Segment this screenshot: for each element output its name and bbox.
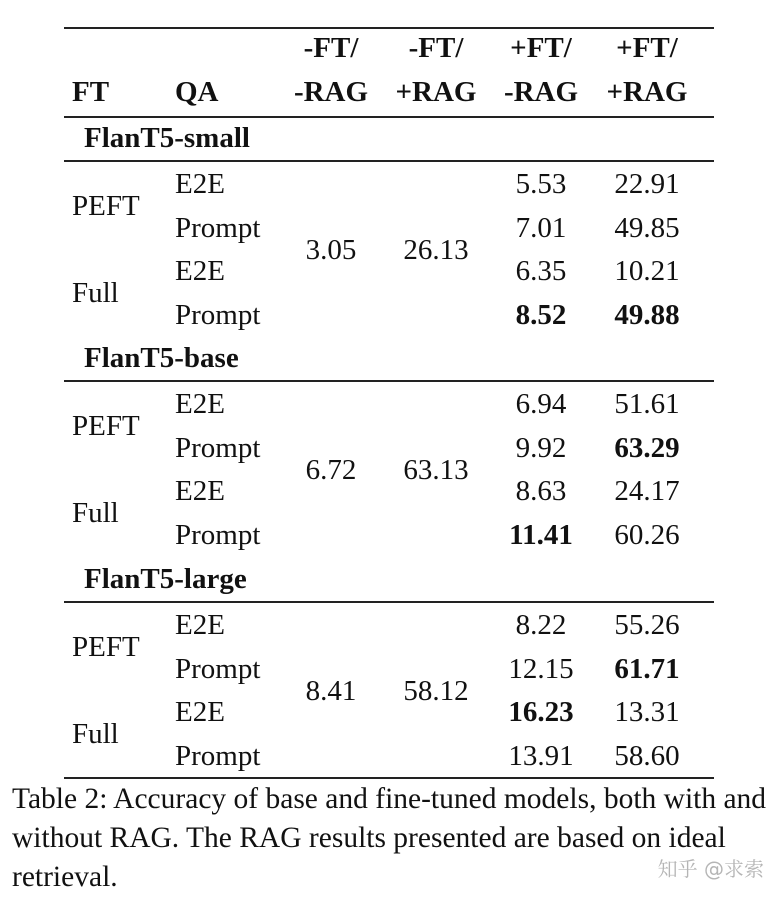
ft-rag-value: 24.17 [614,475,680,508]
header-col-ft-rag-line1: +FT/ [616,32,678,64]
ft-no-rag-value: 16.23 [508,696,574,729]
ft-no-rag-value: 13.91 [508,740,574,773]
base-no-rag-value: 8.41 [305,674,357,707]
qa-label: Prompt [175,519,261,552]
ft-rag-value: 61.71 [614,652,680,685]
group-title: FlanT5-small [84,122,250,154]
ft-label-full: Full [72,718,119,751]
qa-label: Prompt [175,431,261,464]
header-col-ft-no-rag-line1: +FT/ [510,32,572,64]
ft-rag-value: 49.88 [614,299,680,332]
ft-rag-value: 60.26 [614,519,680,552]
header-col-base-no-rag-line1: -FT/ [303,32,359,64]
qa-label: E2E [175,388,225,420]
header-rule [64,116,714,118]
ft-label-full: Full [72,497,119,530]
qa-label: E2E [175,168,225,200]
qa-label: E2E [175,475,225,508]
ft-label-peft: PEFT [72,630,140,663]
ft-label-full: Full [72,277,119,310]
header-qa: QA [175,76,219,108]
group-title: FlanT5-large [84,563,247,595]
ft-label-peft: PEFT [72,189,140,222]
ft-no-rag-value: 5.53 [515,168,567,200]
ft-rag-value: 22.91 [614,168,680,200]
ft-label-peft: PEFT [72,409,140,442]
bottom-rule [64,777,714,779]
ft-no-rag-value: 8.22 [515,609,567,641]
header-col-base-no-rag-line2: -RAG [293,76,369,108]
ft-rag-value: 10.21 [614,255,680,288]
ft-no-rag-value: 6.94 [515,388,567,420]
qa-label: E2E [175,609,225,641]
ft-no-rag-value: 6.35 [515,255,567,288]
base-no-rag-value: 6.72 [305,453,357,486]
header-col-base-rag-line2: +RAG [395,76,477,108]
ft-no-rag-value: 9.92 [515,431,567,464]
ft-rag-value: 49.85 [614,211,680,244]
ft-rag-value: 63.29 [614,431,680,464]
qa-label: Prompt [175,652,261,685]
qa-label: Prompt [175,211,261,244]
watermark: 知乎 @求索 [657,857,764,881]
ft-rag-value: 51.61 [614,388,680,420]
header-ft: FT [72,76,110,108]
base-rag-value: 26.13 [403,233,469,266]
ft-no-rag-value: 12.15 [508,652,574,685]
header-col-ft-rag-line2: +RAG [606,76,688,108]
header-col-base-rag-line1: -FT/ [408,32,464,64]
ft-no-rag-value: 8.52 [515,299,567,332]
ft-no-rag-value: 11.41 [509,519,573,552]
ft-no-rag-value: 7.01 [515,211,567,244]
ft-rag-value: 58.60 [614,740,680,773]
ft-rag-value: 55.26 [614,609,680,641]
table-caption: Table 2: Accuracy of base and fine-tuned models, both with and without RAG. The RAG results presented are based on ideal retrieval. [12,783,767,893]
base-rag-value: 58.12 [403,674,469,707]
qa-label: Prompt [175,299,261,332]
group-rule [64,380,714,382]
ft-no-rag-value: 8.63 [515,475,567,508]
group-rule [64,601,714,603]
header-col-ft-no-rag-line2: -RAG [503,76,579,108]
top-rule [64,27,714,29]
qa-label: Prompt [175,740,261,773]
group-rule [64,160,714,162]
qa-label: E2E [175,255,225,288]
qa-label: E2E [175,696,225,729]
ft-rag-value: 13.31 [614,696,680,729]
base-rag-value: 63.13 [403,453,469,486]
base-no-rag-value: 3.05 [305,233,357,266]
group-title: FlanT5-base [84,342,239,374]
